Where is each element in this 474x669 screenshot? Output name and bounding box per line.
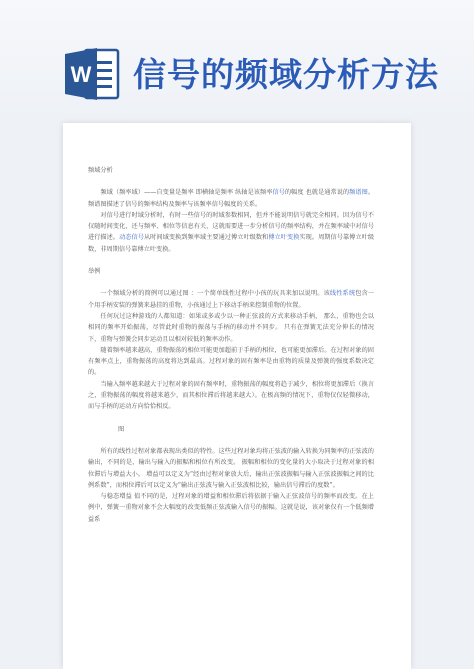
spacer <box>88 413 374 424</box>
section-heading: 频域分析 <box>88 167 113 174</box>
paragraph-definition <box>88 187 374 210</box>
paragraph-time-domain <box>88 210 374 255</box>
text: 对信号进行时域分析时，有时一些信号的时域参数相同，但并不能说明信号就完全相同。因为信号不仅随时间变化，还与频率、相位等信息有关，这就需要进一步分析信号的频率结构，并在频率域中对信号进行描述。 <box>88 211 374 242</box>
text: 实现。周期信号靠傅立叶级数，非周期信号靠傅立叶变换。 <box>88 234 375 253</box>
text: 一个频域分析的简例可以通过图 ：一个简单线性过程中小孩的玩具来加以说明。该 <box>100 290 330 298</box>
title-banner <box>0 0 474 122</box>
document-body <box>88 165 374 525</box>
paragraph-example <box>88 288 374 311</box>
paragraph-frequency-rise: 随着频率越来越高，重物振荡的相位可能更加超前于手柄的相位，也可能更加滞后。在过程对象的固有频率点上，重物振荡的高度将达到最高。过程对象的固有频率是由重物的质量及弹簧的强度系数决定的。 <box>88 346 374 377</box>
paragraph-gain: 与稳态增益 值不同的是，过程对象的增益和相位滞后将依据于输入正弦波信号的频率而改变。在上例中，弹簧一重物对象不会大幅度的改变低频正弦波输入信号的振幅。这就是说，该对象仅有一个低频增益系 <box>88 493 374 523</box>
word-icon-letter: W <box>70 62 92 87</box>
text: 从时间域变换到频率域主要通过傅立叶级数和 <box>143 234 269 242</box>
example-heading: 举例 <box>88 268 101 276</box>
link-spectrum[interactable]: 频谱图 <box>349 189 368 197</box>
text: 的幅度 也就是通常说的 <box>284 189 350 197</box>
text: 包含一个用手柄安装的弹簧来悬挂的重物，小孩通过上下移动手柄来控制重物的位置。 <box>88 290 375 309</box>
paragraph-linear-process: 所有的线性过程对象都表现出类似的特性。这些过程对象均将正弦波的输入转换为同频率的正弦波的输出，不同的是，输出与输入的振幅和相位有所改变。 振幅和相位的变化量的大小取决于过程对象的相位滞后与增益大小。 增益可以定义为“经由过程对象放大后，输出正弦波振幅与输入正弦波振幅之间的比例系数”，而相位滞后可以定义为“输出正弦波与输入正弦波相比较，输出信号滞后的度数”。 <box>88 447 374 489</box>
text: 频域（频率域）——自变量是频率 即横轴是频率 纵轴是该频率 <box>100 189 273 197</box>
link-dynamic-signal[interactable]: 动态信号 <box>119 234 144 242</box>
word-document-icon <box>63 44 123 104</box>
figure-label: 图 <box>118 425 125 433</box>
spacer <box>88 255 374 266</box>
link-fourier-transform[interactable]: 傅立叶变换 <box>268 234 300 242</box>
link-linear-system[interactable]: 线性系统 <box>329 290 356 298</box>
paragraph-high-frequency: 当输入频率越来越大于过程对象的固有频率时，重物振荡的幅度将趋于减少，相位将更加滞后（换言之，重物振荡的幅度将越来越少，而其相位滞后将越来越大）。在极高频的情况下，重物仅仅轻微移动，而与手柄的运动方向恰恰相反。 <box>88 380 374 411</box>
link-signal[interactable]: 信号 <box>272 189 285 197</box>
paragraph-game: 任何玩过这种游戏的人都知道：如果或多或少以一种正弦波的方式来移动手柄， 那么，重物也会以相同的频率开始振荡，尽管此时重物的振荡与手柄的移动并不同步。 只有在弹簧无法充分伸长的情况下，重物与弹簧会同步运动且以相对较低的频率动作。 <box>88 312 374 343</box>
spacer <box>88 435 374 446</box>
document-title: 信号的频域分析方法 <box>133 55 439 94</box>
document-page <box>63 123 411 669</box>
text: 。频谱图描述了信号的频率结构及频率与该频率信号幅度的关系。 <box>88 189 375 208</box>
